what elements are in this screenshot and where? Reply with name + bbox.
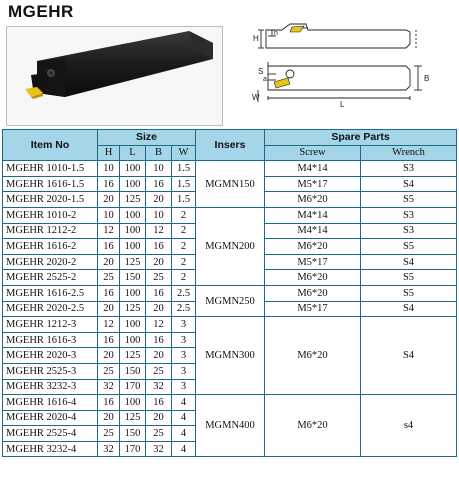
header-screw: Screw — [265, 145, 361, 161]
header-l: L — [120, 145, 146, 161]
item-no-cell: MGEHR 1616-2 — [3, 239, 98, 255]
wrench-cell: S5 — [361, 192, 457, 208]
header-wrench: Wrench — [361, 145, 457, 161]
b-cell: 10 — [146, 207, 172, 223]
l-cell: 100 — [120, 161, 146, 177]
item-no-cell: MGEHR 3232-4 — [3, 441, 98, 457]
item-no-cell: MGEHR 1212-3 — [3, 317, 98, 333]
b-cell: 16 — [146, 239, 172, 255]
table-row — [3, 161, 457, 177]
h-cell: 32 — [98, 441, 120, 457]
h-cell: 20 — [98, 192, 120, 208]
wrench-cell: S3 — [361, 223, 457, 239]
b-cell: 16 — [146, 395, 172, 411]
h-cell: 20 — [98, 301, 120, 317]
l-cell: 125 — [120, 254, 146, 270]
w-cell: 2 — [172, 239, 196, 255]
item-no-cell: MGEHR 1616-4 — [3, 395, 98, 411]
l-cell: 125 — [120, 410, 146, 426]
item-no-cell: MGEHR 1010-2 — [3, 207, 98, 223]
b-cell: 16 — [146, 332, 172, 348]
item-no-cell: MGEHR 1010-1.5 — [3, 161, 98, 177]
label-s: S — [258, 67, 264, 76]
h-cell: 25 — [98, 270, 120, 286]
wrench-cell: S5 — [361, 239, 457, 255]
w-cell: 2 — [172, 223, 196, 239]
insert-cell-mgmn400: MGMN400 — [196, 395, 265, 457]
wrench-cell: S3 — [361, 207, 457, 223]
h-cell: 16 — [98, 176, 120, 192]
w-cell: 2 — [172, 254, 196, 270]
b-cell: 12 — [146, 317, 172, 333]
wrench-cell: S4 — [361, 317, 457, 395]
table-row — [3, 317, 457, 333]
screw-cell: M6*20 — [265, 239, 361, 255]
item-no-cell: MGEHR 1616-1.5 — [3, 176, 98, 192]
item-no-cell: MGEHR 1616-2.5 — [3, 285, 98, 301]
item-no-cell: MGEHR 2525-4 — [3, 426, 98, 442]
label-l: L — [340, 100, 345, 109]
b-cell: 25 — [146, 270, 172, 286]
b-cell: 10 — [146, 161, 172, 177]
b-cell: 32 — [146, 441, 172, 457]
item-no-cell: MGEHR 2020-4 — [3, 410, 98, 426]
screw-cell: M5*17 — [265, 254, 361, 270]
w-cell: 1.5 — [172, 192, 196, 208]
b-cell: 25 — [146, 363, 172, 379]
insert-cell-mgmn250: MGMN250 — [196, 285, 265, 316]
label-a: a — [263, 76, 267, 83]
b-cell: 12 — [146, 223, 172, 239]
b-cell: 20 — [146, 301, 172, 317]
wrench-cell: S4 — [361, 301, 457, 317]
l-cell: 100 — [120, 207, 146, 223]
l-cell: 100 — [120, 176, 146, 192]
screw-cell: M6*20 — [265, 395, 361, 457]
h-cell: 20 — [98, 348, 120, 364]
h-cell: 25 — [98, 426, 120, 442]
h-cell: 12 — [98, 317, 120, 333]
h-cell: 25 — [98, 363, 120, 379]
header-size: Size — [98, 130, 196, 146]
h-cell: 10 — [98, 207, 120, 223]
w-cell: 2 — [172, 207, 196, 223]
screw-cell: M6*20 — [265, 192, 361, 208]
b-cell: 20 — [146, 192, 172, 208]
b-cell: 16 — [146, 285, 172, 301]
h-cell: 16 — [98, 285, 120, 301]
label-w: W — [252, 93, 260, 102]
header-h: H — [98, 145, 120, 161]
header-item-no: Item No — [3, 130, 98, 161]
h-cell: 20 — [98, 254, 120, 270]
w-cell: 3 — [172, 348, 196, 364]
table-row — [3, 285, 457, 301]
b-cell: 20 — [146, 348, 172, 364]
b-cell: 20 — [146, 254, 172, 270]
screw-cell: M5*17 — [265, 176, 361, 192]
l-cell: 100 — [120, 239, 146, 255]
item-no-cell: MGEHR 2020-1.5 — [3, 192, 98, 208]
wrench-cell: s4 — [361, 395, 457, 457]
wrench-cell: S4 — [361, 254, 457, 270]
screw-cell: M6*20 — [265, 317, 361, 395]
l-cell: 125 — [120, 348, 146, 364]
w-cell: 3 — [172, 379, 196, 395]
l-cell: 150 — [120, 270, 146, 286]
w-cell: 2.5 — [172, 301, 196, 317]
item-no-cell: MGEHR 2525-2 — [3, 270, 98, 286]
item-no-cell: MGEHR 3232-3 — [3, 379, 98, 395]
h-cell: 10 — [98, 161, 120, 177]
item-no-cell: MGEHR 2020-3 — [3, 348, 98, 364]
item-no-cell: MGEHR 1212-2 — [3, 223, 98, 239]
l-cell: 150 — [120, 363, 146, 379]
wrench-cell: S5 — [361, 285, 457, 301]
w-cell: 2 — [172, 270, 196, 286]
w-cell: 4 — [172, 395, 196, 411]
header-insers: Insers — [196, 130, 265, 161]
technical-drawing — [238, 18, 456, 118]
l-cell: 125 — [120, 192, 146, 208]
screw-cell: M4*14 — [265, 161, 361, 177]
wrench-cell: S4 — [361, 176, 457, 192]
page-title: MGEHR — [8, 2, 74, 21]
insert-cell-mgmn150: MGMN150 — [196, 161, 265, 208]
l-cell: 100 — [120, 285, 146, 301]
l-cell: 170 — [120, 441, 146, 457]
l-cell: 125 — [120, 301, 146, 317]
b-cell: 32 — [146, 379, 172, 395]
l-cell: 170 — [120, 379, 146, 395]
header-b: B — [146, 145, 172, 161]
h-cell: 32 — [98, 379, 120, 395]
table-row — [3, 395, 457, 411]
label-h-small: h — [274, 30, 278, 37]
screw-cell: M6*20 — [265, 285, 361, 301]
label-b: B — [424, 74, 430, 83]
h-cell: 16 — [98, 332, 120, 348]
spec-table — [2, 129, 457, 457]
grooving-tool-image — [7, 27, 222, 125]
wrench-cell: S3 — [361, 161, 457, 177]
header-w: W — [172, 145, 196, 161]
item-no-cell: MGEHR 2020-2 — [3, 254, 98, 270]
label-h: H — [253, 34, 259, 43]
item-no-cell: MGEHR 1616-3 — [3, 332, 98, 348]
l-cell: 100 — [120, 317, 146, 333]
tool-head — [31, 73, 49, 89]
side-view — [258, 24, 416, 48]
h-cell: 16 — [98, 239, 120, 255]
b-cell: 16 — [146, 176, 172, 192]
b-cell: 25 — [146, 426, 172, 442]
w-cell: 1.5 — [172, 176, 196, 192]
l-cell: 100 — [120, 332, 146, 348]
screw-cell: M5*17 — [265, 301, 361, 317]
w-cell: 4 — [172, 426, 196, 442]
header-spare-parts: Spare Parts — [265, 130, 457, 146]
item-no-cell: MGEHR 2525-3 — [3, 363, 98, 379]
item-no-cell: MGEHR 2020-2.5 — [3, 301, 98, 317]
w-cell: 4 — [172, 441, 196, 457]
h-cell: 12 — [98, 223, 120, 239]
w-cell: 3 — [172, 363, 196, 379]
l-cell: 100 — [120, 395, 146, 411]
w-cell: 2.5 — [172, 285, 196, 301]
screw-cell: M4*14 — [265, 207, 361, 223]
l-cell: 150 — [120, 426, 146, 442]
dimension-drawing — [238, 18, 456, 118]
h-cell: 16 — [98, 395, 120, 411]
wrench-cell: S5 — [361, 270, 457, 286]
l-cell: 100 — [120, 223, 146, 239]
insert-cell-mgmn300: MGMN300 — [196, 317, 265, 395]
insert-cell-mgmn200: MGMN200 — [196, 207, 265, 285]
w-cell: 1.5 — [172, 161, 196, 177]
screw-cell: M6*20 — [265, 270, 361, 286]
tool-photo — [6, 26, 223, 126]
b-cell: 20 — [146, 410, 172, 426]
w-cell: 4 — [172, 410, 196, 426]
screw-cell: M4*14 — [265, 223, 361, 239]
table-row — [3, 207, 457, 223]
w-cell: 3 — [172, 332, 196, 348]
h-cell: 20 — [98, 410, 120, 426]
w-cell: 3 — [172, 317, 196, 333]
